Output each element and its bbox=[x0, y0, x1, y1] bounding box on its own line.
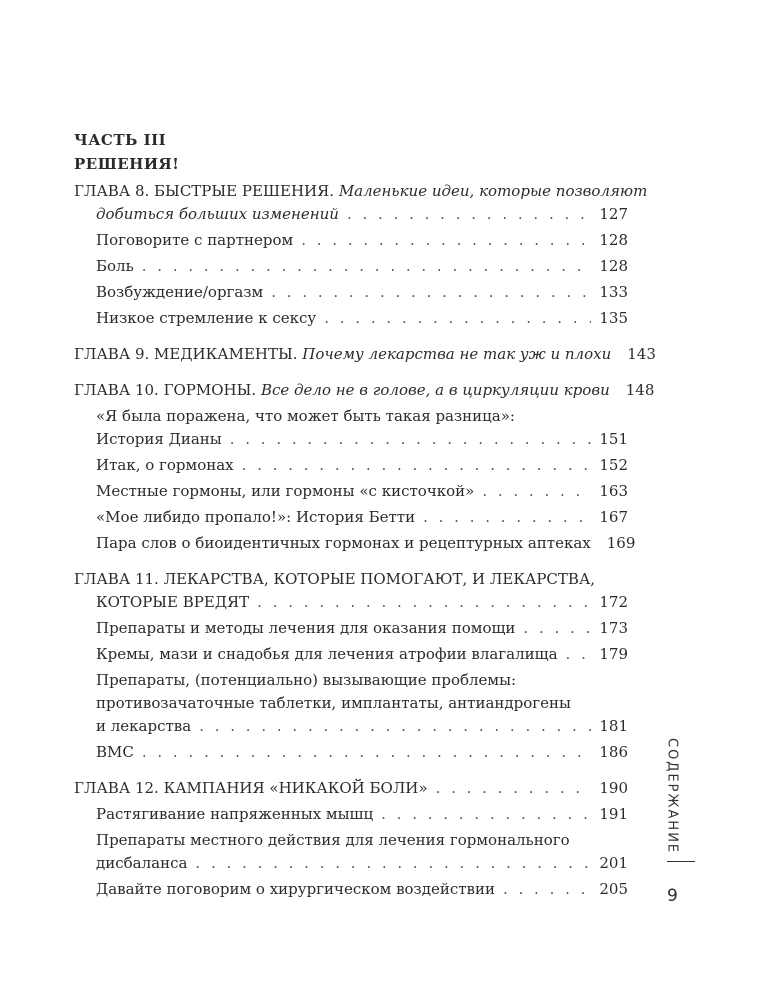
toc-chapter-12[interactable] bbox=[74, 777, 628, 800]
chapter-subtitle-cont: добиться больших изменений bbox=[96, 205, 339, 223]
toc-item[interactable] bbox=[74, 532, 636, 555]
item-label: Поговорите с партнером bbox=[96, 231, 294, 249]
dot-leader bbox=[142, 741, 592, 764]
dot-leader bbox=[142, 255, 592, 278]
toc-item[interactable] bbox=[74, 803, 628, 826]
item-label: Давайте поговорим о хирургическом воздействии bbox=[96, 880, 495, 898]
item-label: Препараты, (потенциально) вызывающие проблемы: bbox=[96, 671, 517, 689]
toc-chapter-10[interactable] bbox=[74, 379, 655, 402]
dot-leader bbox=[482, 480, 591, 503]
dot-leader bbox=[242, 454, 592, 477]
part-number: ЧАСТЬ III bbox=[74, 131, 167, 149]
table-of-contents bbox=[74, 180, 656, 901]
toc-chapter-9[interactable] bbox=[74, 343, 656, 366]
page-ref: 152 bbox=[599, 456, 628, 474]
item-label: Препараты местного действия для лечения гормонального bbox=[96, 831, 570, 849]
toc-item[interactable] bbox=[74, 506, 628, 529]
dot-leader bbox=[347, 203, 591, 226]
chapter-title: ГЛАВА 10. ГОРМОНЫ. bbox=[74, 381, 257, 399]
toc-item[interactable] bbox=[74, 307, 628, 330]
item-label: Местные гормоны, или гормоны «с кисточкой» bbox=[96, 482, 475, 500]
page-ref: 167 bbox=[599, 508, 628, 526]
page-ref: 173 bbox=[599, 619, 628, 637]
page-ref: 191 bbox=[599, 805, 628, 823]
page-ref: 205 bbox=[599, 880, 628, 898]
chapter-title: ГЛАВА 12. КАМПАНИЯ «НИКАКОЙ БОЛИ» bbox=[74, 779, 428, 797]
part-title: РЕШЕНИЯ! bbox=[74, 155, 180, 173]
item-label-cont: противозачаточные таблетки, имплантаты, антиандрогены bbox=[96, 694, 571, 712]
item-label: Растягивание напряженных мышц bbox=[96, 805, 374, 823]
page-ref: 163 bbox=[599, 482, 628, 500]
toc-item[interactable] bbox=[74, 617, 628, 640]
part-heading bbox=[74, 128, 179, 176]
chapter-title: ГЛАВА 8. БЫСТРЫЕ РЕШЕНИЯ. bbox=[74, 182, 335, 200]
dot-leader bbox=[230, 428, 592, 451]
page-ref: 190 bbox=[599, 779, 628, 797]
dot-leader bbox=[271, 281, 591, 304]
section-label: СОДЕРЖАНИЕ bbox=[664, 738, 680, 855]
toc-chapter-11[interactable] bbox=[74, 568, 628, 614]
toc-item[interactable] bbox=[74, 741, 628, 764]
item-label: «Я была поражена, что может быть такая разница»: bbox=[96, 407, 515, 425]
page-ref: 128 bbox=[599, 231, 628, 249]
chapter-title: ГЛАВА 9. МЕДИКАМЕНТЫ. bbox=[74, 345, 298, 363]
chapter-subtitle: Маленькие идеи, которые позволяют bbox=[338, 182, 648, 200]
side-rule-divider bbox=[667, 861, 695, 862]
dot-leader bbox=[324, 307, 591, 330]
page-ref: 133 bbox=[599, 283, 628, 301]
item-label: Боль bbox=[96, 257, 134, 275]
toc-item[interactable] bbox=[74, 281, 628, 304]
dot-leader bbox=[195, 852, 591, 875]
chapter-title: ГЛАВА 11. ЛЕКАРСТВА, КОТОРЫЕ ПОМОГАЮТ, И ЛЕКАРСТВА, bbox=[74, 570, 596, 588]
chapter-subtitle: Все дело не в голове, а в циркуляции крови bbox=[260, 381, 610, 399]
item-label: Кремы, мази и снадобья для лечения атрофии влагалища bbox=[96, 645, 558, 663]
page-ref: 135 bbox=[599, 309, 628, 327]
page-ref: 128 bbox=[599, 257, 628, 275]
chapter-subtitle: Почему лекарства не так уж и плохи bbox=[302, 345, 612, 363]
page-ref: 186 bbox=[599, 743, 628, 761]
dot-leader bbox=[423, 506, 591, 529]
toc-item[interactable] bbox=[74, 454, 628, 477]
toc-item[interactable] bbox=[74, 255, 628, 278]
toc-item[interactable] bbox=[74, 643, 628, 666]
toc-chapter-8[interactable] bbox=[74, 180, 648, 226]
dot-leader bbox=[381, 803, 591, 826]
item-label-cont: дисбаланса bbox=[96, 854, 188, 872]
toc-item[interactable] bbox=[74, 405, 628, 451]
page-ref: 169 bbox=[606, 534, 636, 552]
toc-item[interactable] bbox=[74, 480, 628, 503]
dot-leader bbox=[301, 229, 591, 252]
page-ref: 148 bbox=[625, 381, 655, 399]
item-label: Низкое стремление к сексу bbox=[96, 309, 317, 327]
page-ref: 181 bbox=[599, 717, 628, 735]
item-label-cont: История Дианы bbox=[96, 430, 222, 448]
toc-item[interactable] bbox=[74, 669, 628, 738]
item-label: «Мое либидо пропало!»: История Бетти bbox=[96, 508, 416, 526]
dot-leader bbox=[523, 617, 591, 640]
chapter-title-cont: КОТОРЫЕ ВРЕДЯТ bbox=[96, 593, 250, 611]
page-ref: 151 bbox=[599, 430, 628, 448]
page-number: 9 bbox=[667, 886, 678, 906]
toc-item[interactable] bbox=[74, 229, 628, 252]
page-ref: 143 bbox=[627, 345, 656, 363]
dot-leader bbox=[257, 591, 591, 614]
item-label: Препараты и методы лечения для оказания помощи bbox=[96, 619, 516, 637]
dot-leader bbox=[199, 715, 591, 738]
item-label: Итак, о гормонах bbox=[96, 456, 234, 474]
toc-item[interactable] bbox=[74, 829, 628, 875]
item-label: ВМС bbox=[96, 743, 134, 761]
page-ref: 201 bbox=[599, 854, 628, 872]
toc-item[interactable] bbox=[74, 878, 628, 901]
page-ref: 172 bbox=[599, 593, 628, 611]
item-label: Пара слов о биоидентичных гормонах и рецептурных аптеках bbox=[96, 534, 591, 552]
dot-leader bbox=[436, 777, 592, 800]
page-ref: 127 bbox=[599, 205, 628, 223]
dot-leader bbox=[503, 878, 591, 901]
page-ref: 179 bbox=[599, 645, 628, 663]
section-side-label bbox=[660, 738, 684, 855]
item-label: Возбуждение/оргазм bbox=[96, 283, 264, 301]
item-label-cont: и лекарства bbox=[96, 717, 192, 735]
dot-leader bbox=[566, 643, 592, 666]
